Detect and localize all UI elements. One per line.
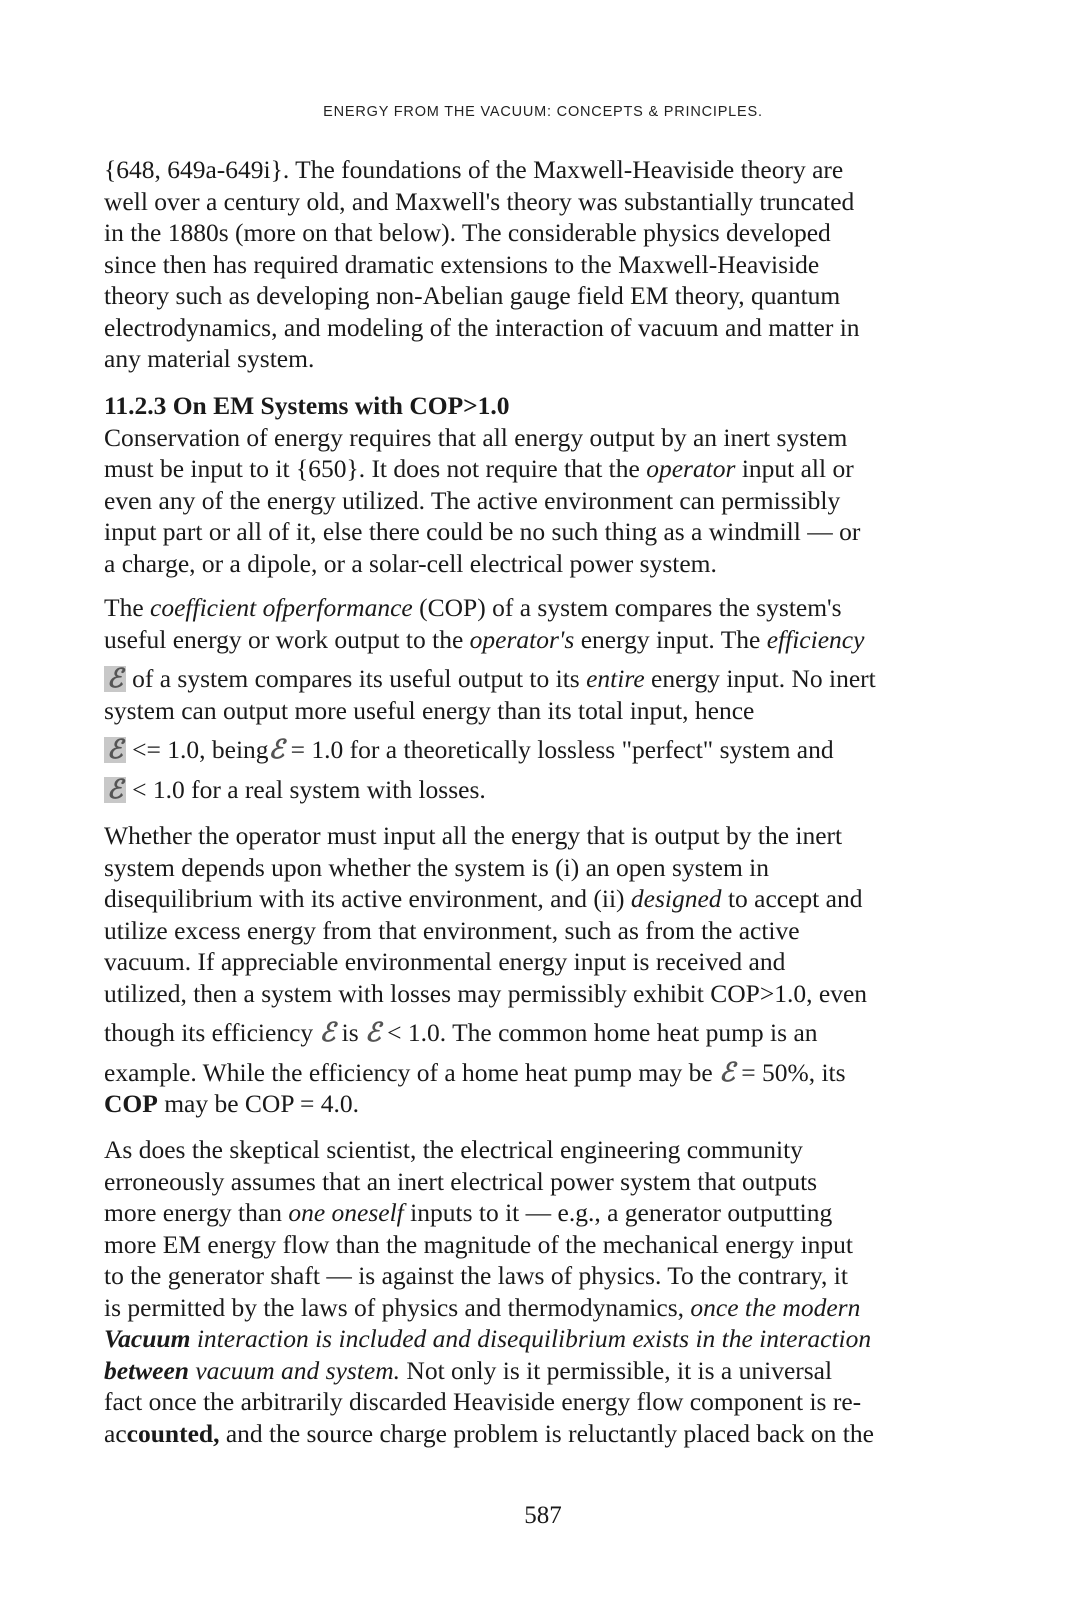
epsilon-symbol-icon: ℰ xyxy=(319,1018,336,1047)
p5-line: Vacuum interaction is included and disequilibrium exists in the interaction xyxy=(104,1324,872,1353)
epsilon-symbol-icon: ℰ xyxy=(365,1018,381,1047)
running-head: ENERGY FROM THE VACUUM: CONCEPTS & PRINCIPLES. xyxy=(323,104,763,120)
epsilon-symbol-icon: ℰ xyxy=(104,737,126,763)
p2-line: Conservation of energy requires that all energy output by an inert system xyxy=(104,422,848,452)
p3-line: system can output more useful energy than its total input, hence xyxy=(104,695,755,725)
epsilon-symbol-icon: ℰ xyxy=(268,735,285,764)
p4-line: disequilibrium with its active environment, and (ii) designed to accept and xyxy=(104,884,863,913)
p5-line: is permitted by the laws of physics and thermodynamics, once the modern xyxy=(104,1292,861,1322)
paragraph-3 xyxy=(104,592,954,805)
p5-line: erroneously assumes that an inert electrical power system that outputs xyxy=(104,1166,818,1196)
p4-line: Whether the operator must input all the energy that is output by the inert xyxy=(104,821,843,850)
p2-line: a charge, or a dipole, or a solar-cell electrical power system. xyxy=(104,548,717,578)
p3-line: ℰ < 1.0 for a real system with losses. xyxy=(104,774,954,806)
p4-line: COP may be COP = 4.0. xyxy=(104,1089,359,1118)
epsilon-symbol-icon: ℰ xyxy=(104,777,126,803)
p1-line: since then has required dramatic extensions to the Maxwell-Heaviside xyxy=(104,249,820,279)
page-number: 587 xyxy=(524,1502,562,1529)
section-11-2-3 xyxy=(104,390,954,579)
p3-line: The coefficient ofperformance (COP) of a system compares the system's xyxy=(104,593,842,622)
p5-line: between vacuum and system. Not only is it permissible, it is a universal xyxy=(104,1355,833,1385)
paragraph-5 xyxy=(104,1134,954,1449)
p1-line: in the 1880s (more on that below). The considerable physics developed xyxy=(104,218,831,247)
p5-line: fact once the arbitrarily discarded Heaviside energy flow component is re- xyxy=(104,1387,862,1416)
p1-line: theory such as developing non-Abelian gauge field EM theory, quantum xyxy=(104,281,841,310)
p4-line: example. While the efficiency of a home heat pump may be ℰ = 50%, its xyxy=(104,1057,846,1087)
p4-line: system depends upon whether the system is (i) an open system in xyxy=(104,852,770,882)
p1-line: electrodynamics, and modeling of the interaction of vacuum and matter in xyxy=(104,312,860,342)
p4-line: utilized, then a system with losses may permissibly exhibit COP>1.0, even xyxy=(104,978,868,1008)
p5-line: to the generator shaft — is against the laws of physics. To the contrary, it xyxy=(104,1261,848,1290)
p3-line: ℰ <= 1.0, beingℰ = 1.0 for a theoretically lossless "perfect" system and xyxy=(104,734,954,766)
p1-line: any material system. xyxy=(104,344,315,373)
p5-line: more energy than one oneself inputs to it — e.g., a generator outputting xyxy=(104,1198,833,1227)
p4-line: utilize excess energy from that environment, such as from the active xyxy=(104,915,800,945)
p3-line: ℰ of a system compares its useful output to its entire energy input. No inert xyxy=(104,663,954,695)
p1-line: well over a century old, and Maxwell's theory was substantially truncated xyxy=(104,186,855,216)
paragraph-4 xyxy=(104,820,954,1120)
p4-line: though its efficiency ℰ is ℰ < 1.0. The common home heat pump is an xyxy=(104,1018,818,1047)
p5-line: As does the skeptical scientist, the electrical engineering community xyxy=(104,1135,803,1164)
p3-line: useful energy or work output to the operator's energy input. The efficiency xyxy=(104,624,865,654)
p2-line: must be input to it {650}. It does not require that the operator input all or xyxy=(104,454,854,483)
epsilon-symbol-icon: ℰ xyxy=(719,1057,735,1087)
section-heading: 11.2.3 On EM Systems with COP>1.0 xyxy=(104,391,510,420)
p2-line: even any of the energy utilized. The active environment can permissibly xyxy=(104,485,841,515)
p1-line: {648, 649a-649i}. The foundations of the Maxwell-Heaviside theory are xyxy=(104,155,844,184)
epsilon-symbol-icon: ℰ xyxy=(104,666,126,692)
p2-line: input part or all of it, else there could be no such thing as a windmill — or xyxy=(104,517,861,546)
paragraph-1 xyxy=(104,154,954,375)
p5-line: accounted, and the source charge problem is reluctantly placed back on the xyxy=(104,1418,874,1448)
p5-line: more EM energy flow than the magnitude of the mechanical energy input xyxy=(104,1229,853,1259)
p4-line: vacuum. If appreciable environmental energy input is received and xyxy=(104,947,786,976)
